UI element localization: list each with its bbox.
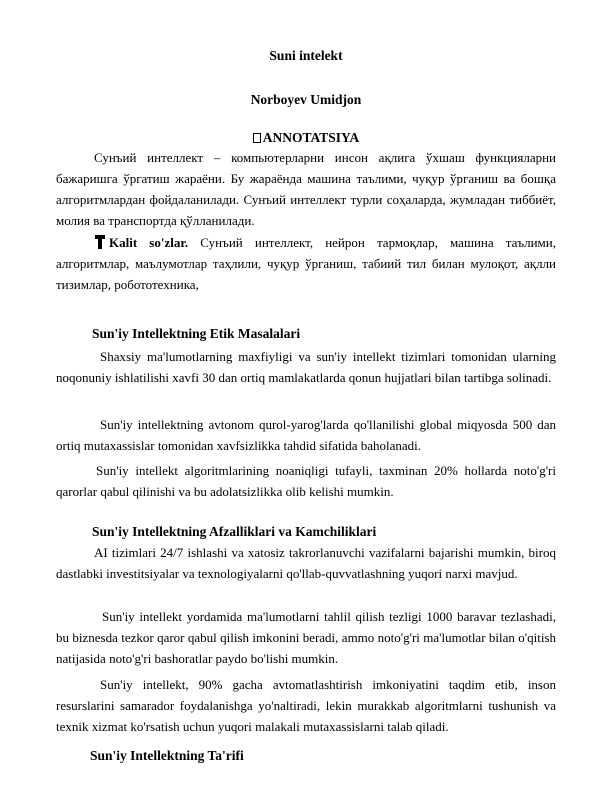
keywords-paragraph	[56, 232, 556, 295]
author-name: Norboyev Umidjon	[250, 92, 362, 107]
paper-title: Suni intelekt	[269, 48, 343, 63]
annotation-heading-row	[0, 130, 612, 146]
annotation-text: Сунъий интеллект – компьютерларни инсон ақлига ўхшаш функцияларни бажаришга ўргатиш жараёни. Бу жараёнда машина таълими, чуқур ўрганиш ва бошқа алгоритмлардан фойдаланилади. Сунъий интеллект турли соҳаларда, жумладан тиббиёт, молия ва транспортда қўлланилади.	[56, 150, 556, 228]
section-heading-pros-cons: Sun'iy Intellektning Afzalliklari va Kamchiliklari	[92, 524, 377, 539]
ethics-paragraph-3: Sun'iy intellekt algoritmlarining noaniqligi tufayli, taxminan 20% hollarda noto'g'ri qarorlar qabul qilinishi va bu adolatsizlikka olib kelishi mumkin.	[56, 463, 556, 499]
keywords-text: Сунъий интеллект, нейрон тармоқлар, машина таълими, алгоритмлар, маълумотлар таҳлили, чуқур ўрганиш, табиий тил билан мулоқот, ақлли тизимлар, робототехника,	[56, 235, 556, 292]
missing-glyph-icon	[253, 133, 261, 143]
ethics-paragraph-1: Shaxsiy ma'lumotlarning maxfiyligi va sun'iy intellekt tizimlari tomonidan ularning noqonuniy ishlatilishi xavfi 30 dan ortiq mamlakatlarda qonun hujjatlari bilan tartibga solinadi.	[56, 349, 556, 385]
pros-cons-paragraph-3: Sun'iy intellekt, 90% gacha avtomatlashtirish imkoniyatini taqdim etib, inson resurslarini samarador foydalanishga yo'naltiradi, lekin murakkab algoritmlarni tushunish va texnik xizmat ko'rsatish uchun yuqori malakali mutaxassislarni talab qiladi.	[56, 677, 556, 734]
pros-cons-paragraph-2: Sun'iy intellekt yordamida ma'lumotlarni tahlil qilish tezligi 1000 baravar tezlashadi, bu biznesda tezkor qaror qabul qilish imkonini beradi, ammo noto'g'ri ma'lumotlar bilan o'qitish natijasida noto'g'ri bashoratlar paydo bo'lishi mumkin.	[56, 609, 556, 666]
section-heading-ethics: Sun'iy Intellektning Etik Masalalari	[92, 326, 301, 341]
pin-icon	[94, 235, 106, 249]
pros-cons-paragraph-1: AI tizimlari 24/7 ishlashi va xatosiz takrorlanuvchi vazifalarni bajarishi mumkin, biroq dastlabki investitsiyalar va texnologiyalarni qo'llab-quvvatlashning yuqori narxi mavjud.	[56, 545, 556, 581]
ethics-paragraph-2: Sun'iy intellektning avtonom qurol-yarog'larda qo'llanilishi global miqyosda 500 dan ortiq mutaxassislar tomonidan xavfsizlikka tahdid sifatida baholanadi.	[56, 417, 556, 453]
keywords-label: Kalit so'zlar.	[109, 235, 189, 250]
annotation-heading: ANNOTATSIYA	[262, 130, 360, 145]
section-heading-definition: Sun'iy Intellektning Ta'rifi	[90, 748, 244, 763]
